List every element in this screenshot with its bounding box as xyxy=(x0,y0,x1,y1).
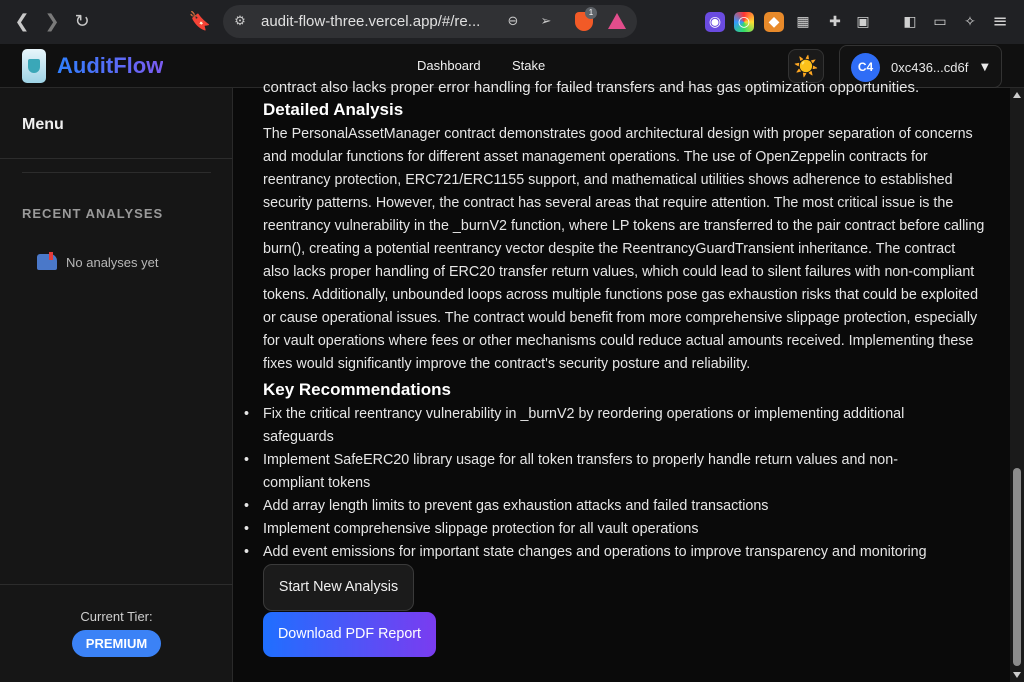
brand-name[interactable]: AuditFlow xyxy=(57,53,164,78)
scroll-down-arrow-icon[interactable] xyxy=(1013,672,1021,678)
auditflow-logo-icon[interactable] xyxy=(22,49,46,83)
account-avatar: C4 xyxy=(851,53,880,82)
brave-rewards-icon[interactable] xyxy=(608,13,626,29)
reload-icon[interactable]: ↻ xyxy=(74,11,90,32)
sun-icon: ☀️ xyxy=(793,54,819,78)
nav-stake[interactable]: Stake xyxy=(512,58,546,73)
nav-dashboard[interactable]: Dashboard xyxy=(417,58,481,73)
leo-ai-icon[interactable]: ✧ xyxy=(964,14,976,30)
list-item: • Add event emissions for important state changes and operations to improve transparency and monitoring xyxy=(263,541,953,564)
wallet-icon[interactable]: ▭ xyxy=(933,14,947,30)
extensions-puzzle-icon[interactable]: ✚ xyxy=(829,14,841,30)
screenshot-icon[interactable]: ▣ xyxy=(856,14,870,30)
list-item: • Add array length limits to prevent gas exhaustion attacks and failed transactions xyxy=(263,495,953,518)
detailed-analysis-heading: Detailed Analysis xyxy=(263,100,404,119)
bookmark-icon[interactable]: 🔖 xyxy=(188,11,212,32)
shields-count: 1 xyxy=(585,7,597,19)
divider xyxy=(0,584,233,585)
metamask-icon[interactable]: ◆ xyxy=(764,12,784,32)
back-arrow-icon[interactable]: ❮ xyxy=(14,11,30,32)
start-new-analysis-button[interactable]: Start New Analysis xyxy=(263,564,414,611)
detailed-analysis-text: The PersonalAssetManager contract demonstrates good architectural design with proper separation of concerns and modular functions for different asset management operations. The use of OpenZeppelin contracts for reentrancy protection, ERC721/ERC1155 support, and mathematical utilities shows adherence to established security patterns. However, the contract has several areas that require attention. The most critical issue is the reentrancy vulnerability in the _burnV2 function, where LP tokens are transferred to the pair contract before calling burn(), creating a potential reentrancy vector despite the ReentrancyGuardTransient inheritance. The contract also lacks proper handling of ERC20 transfer return values, which could lead to silent failures with non-compliant tokens. Additionally, unbounded loops across multiple functions pose gas exhaustion risks that could be exploited or cause operational issues. The contract would benefit from more comprehensive slippage protection, especially for vault operations where fees or other mechanisms could reduce actual amounts received. Implementing these fixes would significantly improve the contract's security posture and reliability. xyxy=(263,126,985,372)
send-icon[interactable]: ➢ xyxy=(540,14,552,29)
url-text[interactable]: audit-flow-three.vercel.app/#/re... xyxy=(261,13,481,30)
tier-badge: PREMIUM xyxy=(72,630,161,657)
sidebar-toggle-icon[interactable]: ◧ xyxy=(903,14,917,30)
menu-title: Menu xyxy=(22,116,64,133)
scrollbar[interactable] xyxy=(1010,88,1024,682)
forward-arrow-icon[interactable]: ❯ xyxy=(44,11,60,32)
mailbox-icon xyxy=(37,254,57,270)
extension-color-icon[interactable]: ○ xyxy=(734,12,754,32)
wallet-address: 0xc436...cd6f xyxy=(891,60,969,75)
empty-state-text: No analyses yet xyxy=(66,255,159,270)
current-tier-label: Current Tier: xyxy=(80,609,153,624)
divider xyxy=(22,172,211,173)
report-content xyxy=(234,79,1010,682)
list-item: • Fix the critical reentrancy vulnerability in _burnV2 by reordering operations or implementing additional safeguards xyxy=(263,403,953,449)
key-recommendations-heading: Key Recommendations xyxy=(263,380,451,399)
extension-wallet-icon[interactable]: ◉ xyxy=(705,12,725,32)
scroll-up-arrow-icon[interactable] xyxy=(1013,92,1021,98)
recent-analyses-heading: RECENT ANALYSES xyxy=(22,206,164,221)
list-item: • Implement SafeERC20 library usage for all token transfers to properly handle return values and non-compliant tokens xyxy=(263,449,953,495)
download-pdf-button[interactable]: Download PDF Report xyxy=(263,612,436,657)
recommendations-list xyxy=(263,403,953,564)
summary-text-fragment: contract also lacks proper error handling for failed transfers and has gas optimization opportunities. xyxy=(263,79,920,96)
chevron-down-icon: ▼ xyxy=(981,62,989,73)
sidebar xyxy=(0,88,233,682)
scrollbar-thumb[interactable] xyxy=(1013,468,1021,666)
address-bar[interactable] xyxy=(223,5,637,38)
list-item: • Implement comprehensive slippage protection for all vault operations xyxy=(263,518,953,541)
zoom-icon[interactable]: ⊖ xyxy=(507,14,519,29)
qr-code-icon[interactable]: ▦ xyxy=(796,14,810,30)
brave-shields-icon[interactable] xyxy=(575,8,594,31)
site-settings-icon[interactable]: ⚙ xyxy=(234,14,246,29)
divider xyxy=(0,158,233,159)
browser-toolbar xyxy=(0,0,1024,44)
browser-menu-icon[interactable]: ≡ xyxy=(992,11,1008,32)
